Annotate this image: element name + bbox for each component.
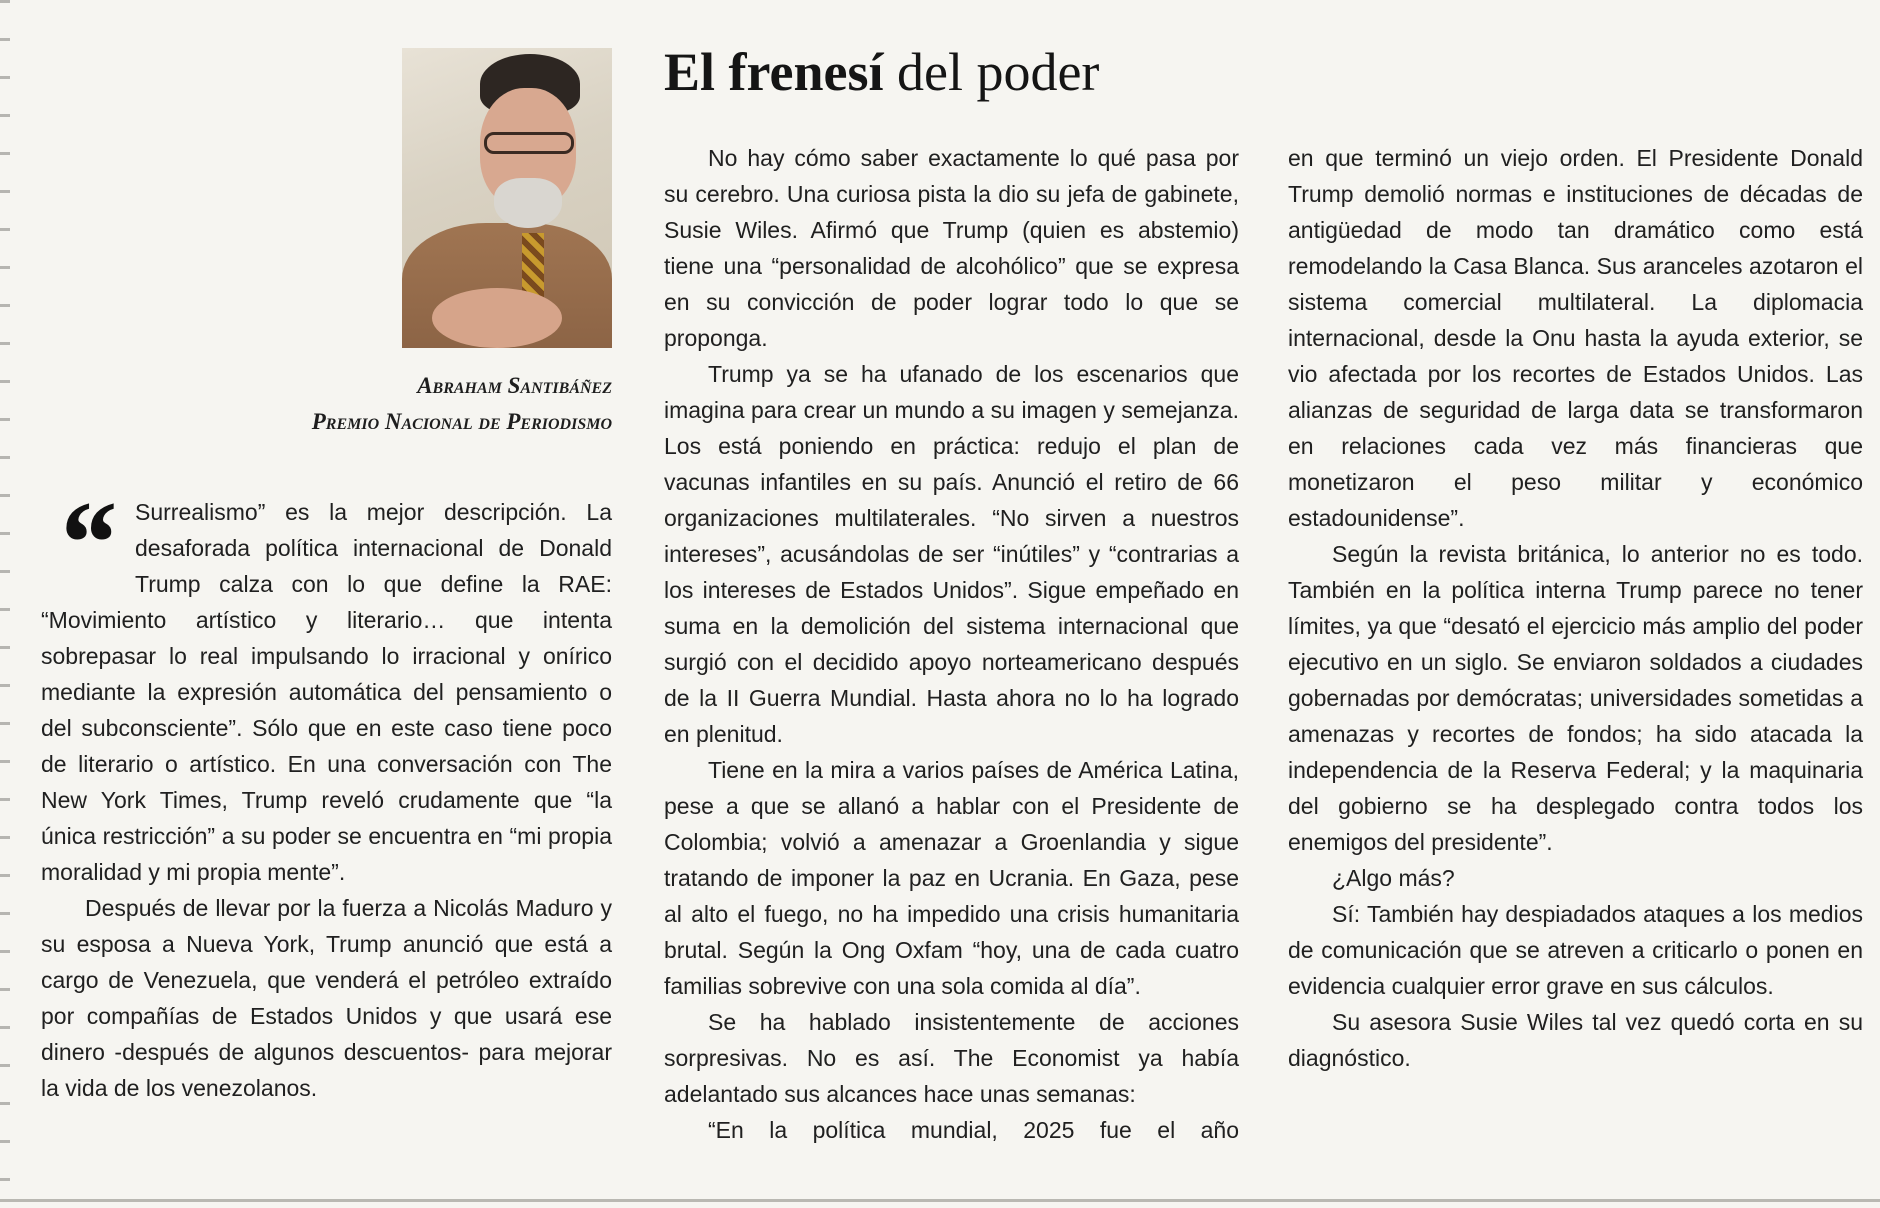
column-1 [41,476,612,1106]
drop-quote-mark: “ [55,476,101,609]
headline [664,40,1099,104]
paragraph: Se ha hablado insistentemente de acciones sorpresivas. No es así. The Economist ya había adelantado sus alcances hace unas semanas: [664,1009,1239,1107]
column-2 [664,140,1239,1148]
paragraph: No hay cómo saber exactamente lo qué pasa por su cerebro. Una curiosa pista la dio su jefa de gabinete, Susie Wiles. Afirmó que Trump (quien es abstemio) tiene una “personalidad de alcohólico” que se expresa en su convicción de poder lograr todo lo que se proponga. [664,145,1239,351]
page-edge-marks [0,0,10,1208]
column-3 [1288,140,1863,1076]
paragraph: Trump ya se ha ufanado de los escenarios que imagina para crear un mundo a su imagen y semejanza. Los está poniendo en práctica: redujo el plan de vacunas infantiles en su país. Anunció el retiro de 66 organizaciones multilaterales. “No sirven a nuestros intereses”, acusándolas de ser “inútiles” y “contrarias a los intereses de Estados Unidos”. Sigue empeñado en suma en la demolición del sistema internacional que surgió con el decidido apoyo norteamericano después de la II Guerra Mundial. Hasta ahora no lo ha logrado en plenitud. [664,361,1239,747]
paragraph: Tiene en la mira a varios países de América Latina, pese a que se allanó a hablar con el Presidente de Colombia; volvió a amenazar a Groenlandia y sigue tratando de imponer la paz en Ucrania. En Gaza, pese al alto el fuego, no ha impedido una crisis humanitaria brutal. Según la Ong Oxfam “hoy, una de cada cuatro familias sobrevive con una sola comida al día”. [664,757,1239,999]
paragraph: Según la revista británica, lo anterior no es todo. También en la política interna Trump parece no tener límites, ya que “desató el ejercicio más amplio del poder ejecutivo en un siglo. Se enviaron soldados a ciudades gobernadas por demócratas; universidades sometidas a amenazas y recortes de fondos; ha sido atacada la independencia de la Reserva Federal; y la maquinaria del gobierno se ha desplegado contra todos los enemigos del presidente”. [1288,541,1863,855]
author-credit [200,368,612,440]
author-name: Abraham Santibáñez [417,373,612,398]
bottom-rule [0,1199,1880,1202]
author-photo [402,48,612,348]
headline-rest: del poder [883,42,1100,102]
paragraph: Sí: También hay despiadados ataques a los medios de comunicación que se atreven a criticarlo o ponen en evidencia cualquier error grave en sus cálculos. [1288,901,1863,999]
paragraph: ¿Algo más? [1332,865,1455,891]
author-title: Premio Nacional de Periodismo [311,409,612,434]
paragraph: Su asesora Susie Wiles tal vez quedó corta en su diagnóstico. [1288,1009,1863,1071]
paragraph: Surrealismo” es la mejor descripción. La desaforada política internacional de Donald Trump calza con lo que define la RAE: “Movimiento artístico y literario… que intenta sobrepasar lo real impulsando lo irracional y onírico mediante la expresión automática del pensamiento o del subconsciente”. Sólo que en este caso tiene poco de literario o artístico. En una conversación con The New York Times, Trump reveló crudamente que “la única restricción” a su poder se encuentra en “mi propia moralidad y mi propia mente”. [41,499,612,885]
paragraph: en que terminó un viejo orden. El Presidente Donald Trump demolió normas e instituciones de décadas de antigüedad de modo tan dramático como está remodelando la Casa Blanca. Sus aranceles azotaron el sistema comercial multilateral. La diplomacia internacional, desde la Onu hasta la ayuda exterior, se vio afectada por los recortes de Estados Unidos. Las alianzas de seguridad de larga data se transformaron en relaciones cada vez más financieras que monetizaron el peso militar y económico estadounidense”. [1288,145,1863,531]
paragraph: “En la política mundial, 2025 fue el año [708,1117,1239,1143]
paragraph: Después de llevar por la fuerza a Nicolás Maduro y su esposa a Nueva York, Trump anunció que está a cargo de Venezuela, que venderá el petróleo extraído por compañías de Estados Unidos y que usará ese dinero -después de algunos descuentos- para mejorar la vida de los venezolanos. [41,895,612,1101]
headline-bold: El frenesí [664,42,884,102]
